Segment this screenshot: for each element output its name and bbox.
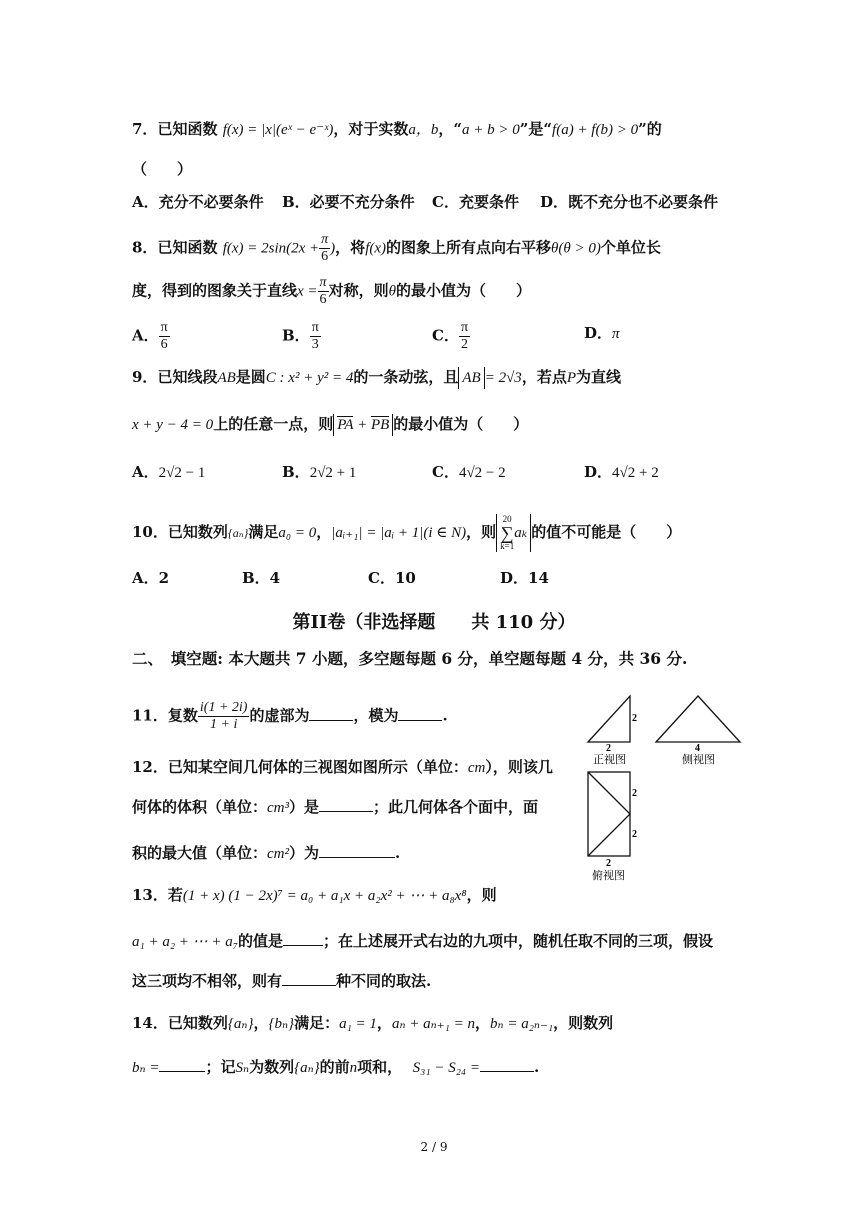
q11-fraction [198, 700, 250, 733]
page-number: 2 / 9 [420, 1140, 448, 1154]
q11-b: 的虚部为 [249, 706, 310, 725]
q8-formula-left: f(x) = 2sin(2x + [222, 240, 320, 257]
q8-option-b-frac [310, 320, 321, 353]
q14-sep-2: ， [376, 1014, 392, 1032]
q9-option-d [584, 461, 659, 484]
q8-option-d [584, 322, 620, 345]
q9-option-c-value: 4√2 − 2 [458, 465, 506, 481]
q13-line3 [132, 970, 431, 992]
q11-line [132, 700, 448, 733]
front-view-shape [588, 696, 630, 742]
q8-option-a-num: π [160, 320, 168, 335]
q7-option-c: C．充要条件 [432, 193, 519, 211]
q12-l3b: ）为 [289, 844, 320, 862]
q7-cond-open: ，“ [438, 120, 463, 138]
q10-d: 的值不可能是（ ） [531, 523, 682, 541]
q14-line2 [132, 1056, 539, 1079]
q8-frac-den: 6 [321, 249, 329, 264]
q9-e: 为直线 [576, 368, 622, 386]
q10-option-b: B．4 [242, 569, 281, 587]
q14-l2-bn: bₙ = [132, 1060, 160, 1076]
q8-option-b-num: π [311, 320, 319, 335]
q13-blank-sum[interactable] [283, 931, 323, 946]
q14-b: 满足： [294, 1014, 340, 1032]
front-view-width: 2 [606, 743, 611, 754]
q8-fraction [319, 232, 330, 265]
q9-option-a-label: A． [132, 463, 159, 481]
top-view-label: 俯视图 [592, 870, 625, 882]
section-title: 第II卷（非选择题 共 110 分） [292, 612, 576, 633]
q7-line1 [132, 118, 662, 141]
q8-mid2: 的图象上所有点向右平移 [386, 238, 552, 257]
q13-l3-a: 这三项均不相邻，则有 [132, 972, 283, 990]
q14-seq-a: {aₙ} [227, 1016, 254, 1032]
q11-blank-mod[interactable] [398, 706, 442, 721]
q12-l2a: 何体的体积（单位： [132, 798, 268, 816]
q8-option-c-label: C． [432, 326, 459, 345]
q13-l3-b: 种不同的取法. [336, 972, 432, 990]
q8-prefix: 已知函数 [157, 238, 218, 257]
q14-l2-e: . [534, 1058, 540, 1076]
q8-option-a [132, 320, 170, 353]
q10-sep: ， [316, 523, 332, 541]
q9-line2-b: 的最小值为（ ） [393, 415, 529, 433]
q12-line2 [132, 796, 538, 819]
q10-option-d: D．14 [500, 569, 549, 587]
q13-line1 [132, 884, 497, 907]
q11-c: ，模为 [353, 706, 399, 725]
q8-option-d-value: π [612, 326, 620, 342]
q8-option-c-frac [459, 320, 470, 353]
q9-number: 9． [132, 368, 158, 386]
q10-sum [496, 514, 531, 552]
top-view-rect [588, 772, 630, 856]
q9-eq: = 2√3 [484, 370, 522, 386]
top-view-height-1: 2 [632, 788, 637, 799]
q9-option-b-value: 2√2 + 1 [309, 465, 357, 481]
q14-l2-d: 项和， [357, 1058, 403, 1076]
q14-c2: aₙ + aₙ₊₁ = n [391, 1016, 475, 1032]
q9-option-c-label: C． [432, 463, 459, 481]
side-view-width: 4 [695, 743, 700, 754]
q13-l2-sum: a₁ + a₂ + ⋯ + a₇ [132, 934, 239, 950]
q8-line2-c: 的最小值为（ ） [395, 281, 531, 300]
q8-option-a-frac [159, 320, 170, 353]
q8-line2-fraction [318, 275, 329, 308]
q9-ab: AB [217, 370, 236, 386]
q12-l3c: . [395, 844, 401, 862]
q13-b: ，则 [466, 886, 497, 904]
q9-plus: + [353, 417, 371, 433]
q12-blank-volume[interactable] [319, 797, 373, 812]
q8-option-a-label: A． [132, 326, 159, 345]
q8-mid: ，将 [335, 238, 366, 257]
q9-option-d-label: D． [584, 463, 613, 481]
q10-c: ，则 [466, 523, 497, 541]
q7-paren: （ ） [132, 160, 193, 178]
q12-unit1: cm [467, 760, 486, 776]
q9-a: 已知线段 [157, 368, 218, 386]
q9-circle: C : x² + y² = 4 [265, 370, 354, 386]
q12-blank-area[interactable] [319, 843, 395, 858]
q12-line3 [132, 842, 400, 865]
q13-line2 [132, 930, 713, 953]
q7-mid: ，对于实数 [333, 120, 409, 138]
q8-line2-frac-den: 6 [319, 292, 327, 307]
q7-cond2: f(a) + f(b) > 0 [552, 122, 639, 138]
q9-b: 是圆 [235, 368, 266, 386]
q9-vec2: PB [370, 417, 390, 433]
q8-line2-x: x = [297, 283, 318, 300]
q7-cond-mid: ”是“ [519, 120, 553, 138]
q10-seq: {aₙ} [227, 526, 249, 540]
q14-c3: bₙ = a₂ₙ₋₁ [490, 1016, 554, 1032]
q10-sum-stack [500, 514, 514, 552]
q10-sum-sym: ∑ [500, 523, 514, 543]
q7-cond1: a + b > 0 [462, 122, 520, 138]
q11-den: 1 + i [210, 717, 238, 732]
q7-prefix: 已知函数 [157, 120, 218, 138]
q10-cond2: |aᵢ₊₁| = |aᵢ + 1|(i ∈ N) [331, 525, 467, 541]
q12-unit2: cm³ [267, 800, 290, 816]
q13-blank-count[interactable] [282, 971, 336, 986]
side-view-shape [656, 696, 740, 742]
q11-number: 11． [132, 706, 168, 725]
q14-number: 14． [132, 1014, 168, 1032]
q13-a: 若 [167, 886, 183, 904]
q14-line1 [132, 1012, 613, 1035]
q8-option-b [282, 320, 321, 353]
q7-number: 7． [132, 120, 158, 138]
front-view-label: 正视图 [593, 754, 626, 766]
q8-line1 [132, 232, 661, 265]
q9-option-d-value: 4√2 + 2 [612, 465, 659, 481]
q8-fx: f(x) [365, 240, 387, 257]
q14-l2-n: n [349, 1060, 358, 1076]
q8-option-d-label: D． [584, 324, 613, 342]
q8-line2-b: 对称，则 [328, 281, 389, 300]
q8-theta: θ(θ > 0) [551, 240, 601, 257]
q9-d: ，若点 [521, 368, 567, 386]
q8-option-c [432, 320, 470, 353]
q9-line2-a: 上的任意一点，则 [213, 415, 334, 433]
q14-c1: a₁ = 1 [339, 1016, 377, 1032]
q14-sep-1: ， [253, 1014, 269, 1032]
q8-option-a-den: 6 [160, 337, 168, 352]
q10-sum-top: 20 [502, 514, 512, 524]
q14-blank-bn[interactable] [159, 1057, 205, 1072]
q9-option-c [432, 461, 506, 484]
q14-l2-c: 的前 [319, 1058, 350, 1076]
q14-c: ，则数列 [553, 1014, 614, 1032]
q7-option-a: A．充分不必要条件 [132, 193, 264, 211]
q12-l3a: 积的最大值（单位： [132, 844, 268, 862]
q9-vector-sum [333, 414, 393, 436]
q12-l1b: ），则该几 [485, 758, 553, 776]
q13-eq: (1 + x) (1 − 2x)⁷ = a₀ + a₁x + a₂x² + ⋯ + a₈x⁸ [182, 888, 467, 904]
q7-option-d: D．既不充分也不必要条件 [540, 193, 719, 211]
q12-l1: 已知某空间几何体的三视图如图所示（单位： [167, 758, 468, 776]
q8-frac-num: π [321, 232, 329, 247]
q13-l2-b: ；在上述展开式右边的九项中，随机任取不同的三项，假设 [323, 932, 714, 950]
q9-option-a [132, 461, 205, 484]
q14-blank-diff[interactable] [480, 1057, 534, 1072]
q11-d: . [442, 706, 448, 725]
q10-b: 满足 [248, 523, 279, 541]
q14-a: 已知数列 [167, 1014, 228, 1032]
q8-line2-frac-num: π [319, 275, 327, 290]
q14-l2-seq: {aₙ} [294, 1060, 320, 1076]
q14-seq-b: {bₙ} [268, 1016, 295, 1032]
q12-unit3: cm² [267, 846, 290, 862]
q7-vars: a，b [408, 122, 439, 138]
q9-c: 的一条动弦，且 [353, 368, 459, 386]
q10-option-c: C．10 [368, 569, 416, 587]
q9-option-b-label: B． [282, 463, 310, 481]
q11-num: i(1 + 2i) [199, 700, 248, 715]
q9-option-a-value: 2√2 − 1 [158, 465, 206, 481]
q8-formula-right: ) [330, 240, 336, 257]
q10-cond1: a₀ = 0 [278, 525, 317, 541]
top-view-diagonals [588, 772, 630, 856]
q14-l2-a: ；记 [205, 1058, 236, 1076]
q11-a: 复数 [167, 706, 198, 725]
q12-line1 [132, 756, 553, 779]
q7-option-b: B．必要不充分条件 [282, 193, 415, 211]
q10-sum-term: aₖ [514, 525, 528, 541]
q8-option-b-den: 3 [311, 337, 319, 352]
q8-option-b-label: B． [282, 326, 310, 345]
q9-line1 [132, 366, 621, 389]
q8-option-c-num: π [460, 320, 469, 335]
q10-line1 [132, 514, 681, 552]
section-part2: 二、 填空题: 本大题共 7 小题，多空题每题 6 分，单空题每题 4 分，共 36 分. [132, 649, 688, 668]
q10-option-a: A．2 [132, 569, 170, 587]
q14-sep-3: ， [474, 1014, 490, 1032]
q14-l2-diff: S₃₁ − S₂₄ = [412, 1060, 480, 1076]
q8-number: 8． [132, 238, 158, 257]
q9-p: P [566, 370, 576, 386]
q8-option-c-den: 2 [460, 337, 468, 352]
front-view-height: 2 [632, 713, 637, 724]
q10-sum-bot: k=1 [500, 541, 515, 551]
q13-number: 13． [132, 886, 168, 904]
q11-blank-imag[interactable] [309, 706, 353, 721]
q9-line2 [132, 413, 528, 436]
q8-end: 个单位长 [600, 238, 661, 257]
q12-number: 12． [132, 758, 168, 776]
q9-line2-eq: x + y − 4 = 0 [132, 417, 214, 433]
top-view-width: 2 [606, 858, 611, 869]
q9-vec1: PA [337, 417, 354, 433]
side-view-label: 侧视图 [682, 754, 715, 766]
q12-l2c: ；此几何体各个面中，面 [373, 798, 539, 816]
q9-option-b [282, 461, 356, 484]
q7-cond-close: ”的 [638, 120, 662, 138]
q13-l2-a: 的值是 [238, 932, 284, 950]
q8-line2-a: 度，得到的图象关于直线 [132, 281, 298, 300]
q14-l2-b: 为数列 [249, 1058, 295, 1076]
q12-l2b: ）是 [289, 798, 320, 816]
top-view-height-2: 2 [632, 829, 637, 840]
q14-l2-sn: Sₙ [235, 1060, 250, 1076]
q10-number: 10． [132, 523, 168, 541]
q7-formula: f(x) = |x|(eˣ − e⁻ˣ) [222, 122, 334, 138]
q8-line2 [132, 275, 531, 308]
three-views-figure [582, 690, 752, 890]
q8-line2-theta: θ [388, 283, 396, 300]
q9-abs-ab: AB [458, 367, 484, 389]
q10-a: 已知数列 [167, 523, 228, 541]
